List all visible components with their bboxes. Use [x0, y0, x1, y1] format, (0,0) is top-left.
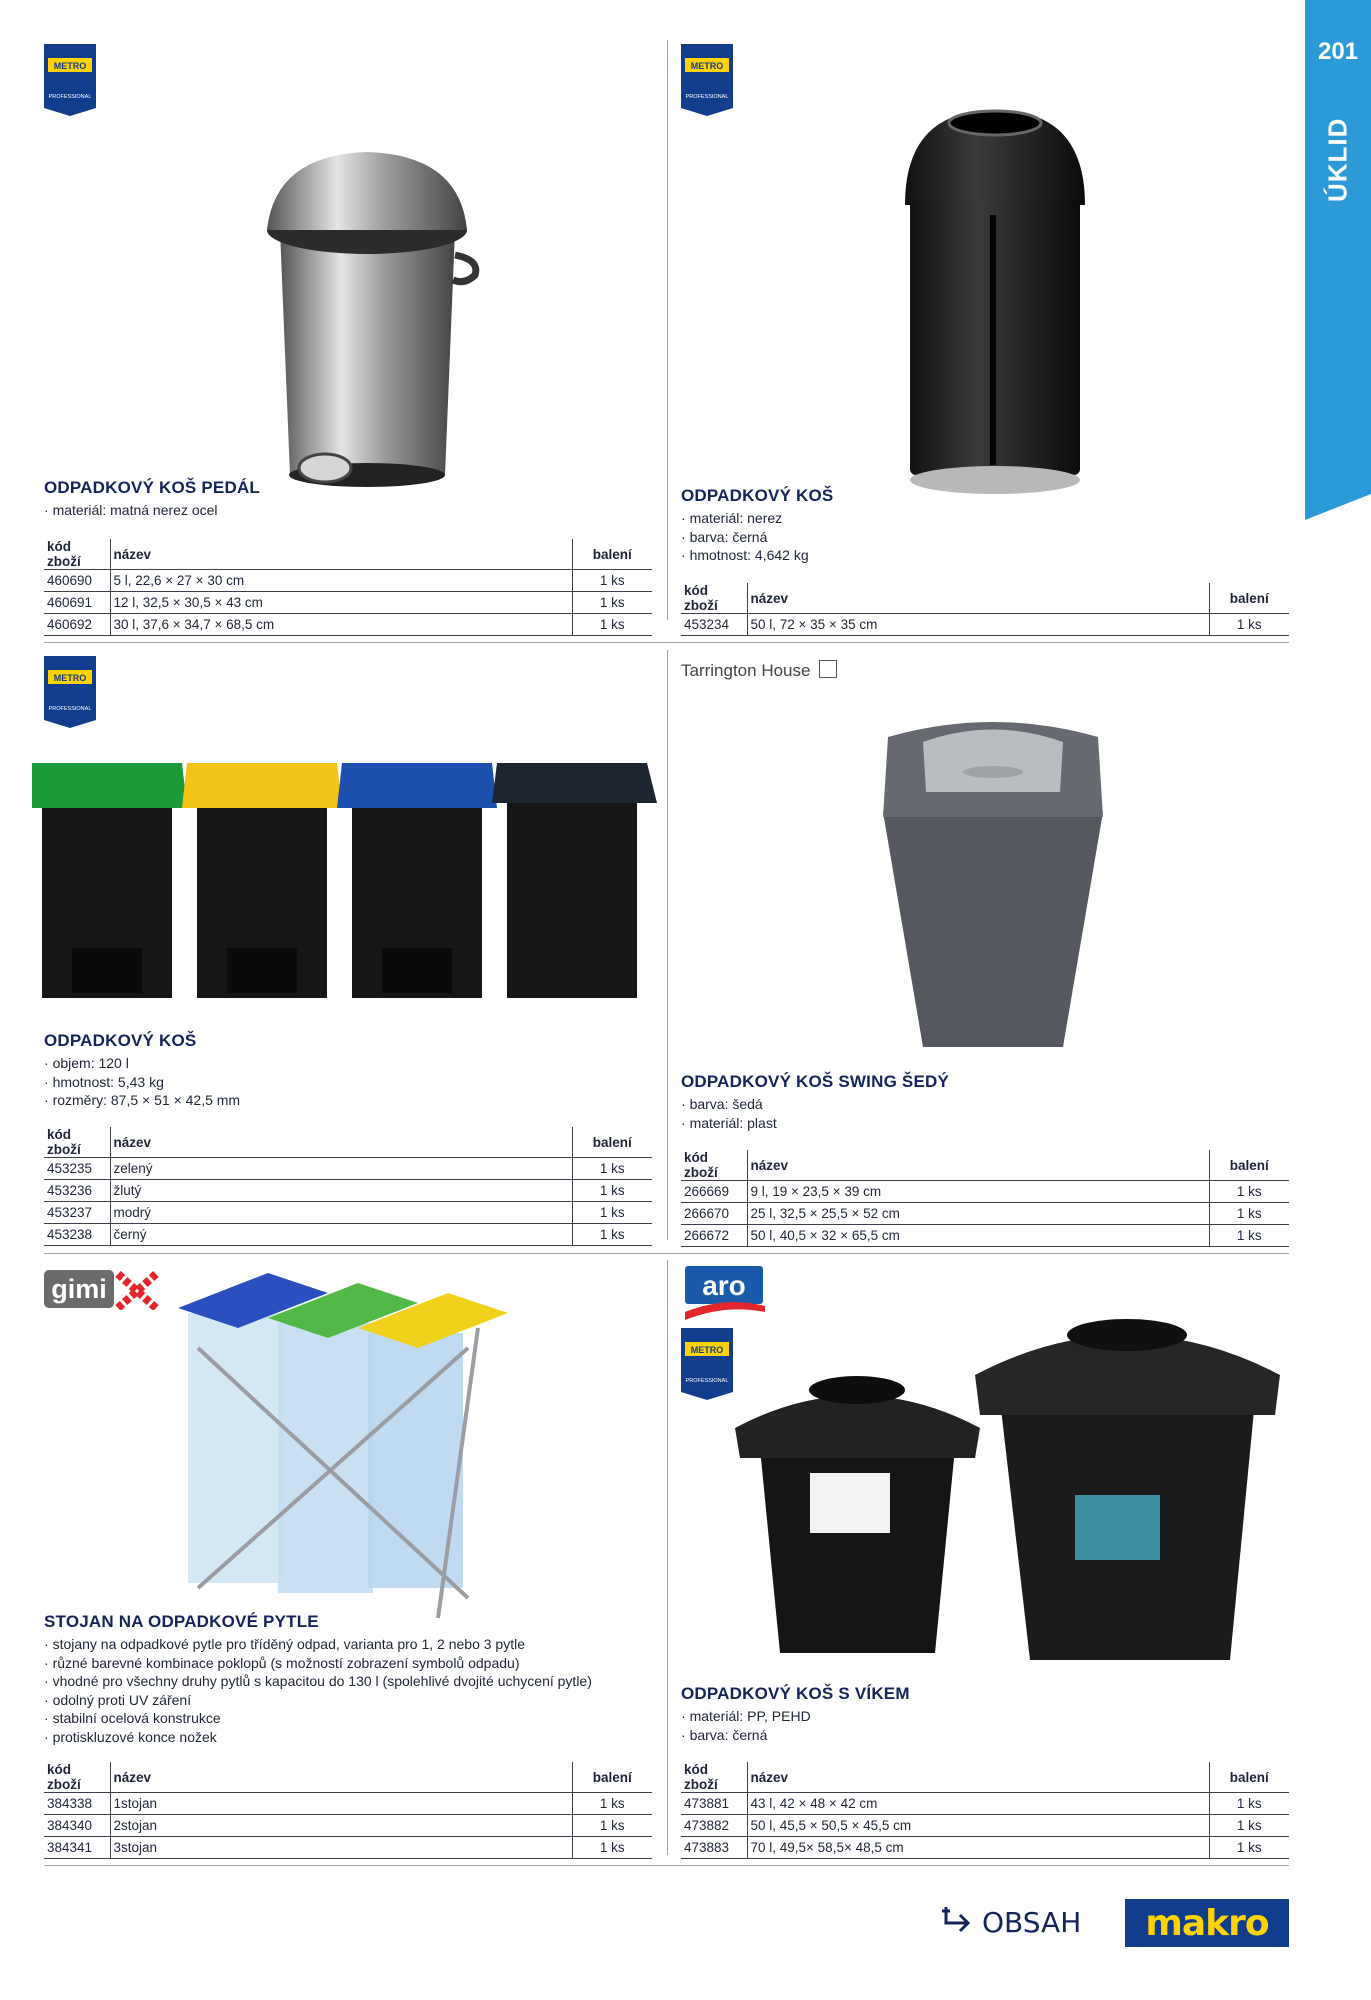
metro-professional-badge: [44, 656, 96, 728]
row-name: 50 l, 72 × 35 × 35 cm: [747, 614, 1209, 636]
table-row: [681, 1793, 1289, 1815]
dome-bin-image: [895, 105, 1095, 500]
feature-item: · protiskluzové konce nožek: [44, 1728, 664, 1747]
row-pack: 1 ks: [1209, 1815, 1289, 1837]
table-row: [44, 1815, 652, 1837]
col-pack-header: balení: [1209, 1762, 1289, 1793]
feature-list: [681, 1707, 1291, 1744]
row-code: 266669: [681, 1181, 747, 1203]
col-name-header: název: [747, 583, 1209, 614]
col-code-header: kód zboží: [681, 583, 747, 614]
table-header-row: [681, 1762, 1289, 1793]
product-lidded-bin: [681, 1684, 1291, 1744]
row-pack: 1 ks: [572, 570, 652, 592]
spec-table: [44, 539, 652, 636]
row-divider-3: [44, 1865, 1289, 1866]
col-name-header: název: [110, 1127, 572, 1158]
feature-item: · vhodné pro všechny druhy pytlů s kapacitou do 130 l (spolehlivé dvojité uchycení pytle): [44, 1672, 664, 1691]
row-name: 50 l, 45,5 × 50,5 × 45,5 cm: [747, 1815, 1209, 1837]
product-title: ODPADKOVÝ KOŠ: [44, 1031, 197, 1050]
spec-table: [681, 1150, 1289, 1247]
badge-brand: METRO: [53, 673, 87, 683]
row-name: 25 l, 32,5 × 25,5 × 52 cm: [747, 1203, 1209, 1225]
row-code: 384338: [44, 1793, 110, 1815]
feature-item: · barva: černá: [681, 528, 1291, 547]
feature-list: [44, 1635, 664, 1746]
column-divider-1: [667, 40, 668, 620]
svg-text:gimi: gimi: [51, 1274, 107, 1304]
row-name: 9 l, 19 × 23,5 × 39 cm: [747, 1181, 1209, 1203]
table-row: [681, 1203, 1289, 1225]
col-pack-header: balení: [572, 1127, 652, 1158]
row-pack: 1 ks: [1209, 1203, 1289, 1225]
col-name-header: název: [110, 1762, 572, 1793]
feature-item: · barva: černá: [681, 1726, 1291, 1745]
return-arrow-icon: [940, 1905, 976, 1939]
product-title: STOJAN NA ODPADKOVÉ PYTLE: [44, 1612, 319, 1631]
row-code: 460692: [44, 614, 110, 636]
feature-item: · hmotnost: 4,642 kg: [681, 546, 1291, 565]
feature-item: · materiál: nerez: [681, 509, 1291, 528]
row-code: 453238: [44, 1224, 110, 1246]
row-pack: 1 ks: [572, 1202, 652, 1224]
section-side-tab: [1305, 0, 1371, 520]
house-icon: [819, 660, 837, 678]
row-pack: 1 ks: [1209, 614, 1289, 636]
row-name: 1stojan: [110, 1793, 572, 1815]
row-name: 30 l, 37,6 × 34,7 × 68,5 cm: [110, 614, 572, 636]
obsah-link[interactable]: [940, 1905, 1081, 1939]
table-header-row: [44, 1762, 652, 1793]
col-name-header: název: [110, 539, 572, 570]
row-code: 453236: [44, 1180, 110, 1202]
row-code: 384341: [44, 1837, 110, 1859]
product-swing-bin: [681, 1072, 1291, 1132]
row-code: 266672: [681, 1225, 747, 1247]
row-code: 460691: [44, 592, 110, 614]
product-dome-bin: [681, 486, 1291, 565]
feature-item: · barva: šedá: [681, 1095, 1291, 1114]
col-code-header: kód zboží: [44, 1762, 110, 1793]
badge-sub: PROFESSIONAL: [685, 94, 729, 100]
section-label: ÚKLID: [1322, 117, 1353, 203]
page-number: 201: [1317, 38, 1359, 65]
col-pack-header: balení: [572, 1762, 652, 1793]
row-pack: 1 ks: [572, 1158, 652, 1180]
product-title: ODPADKOVÝ KOŠ: [681, 486, 834, 505]
product-recycling-bin: [44, 1031, 654, 1110]
row-pack: 1 ks: [572, 1815, 652, 1837]
product-bag-stand: [44, 1612, 664, 1746]
row-code: 266670: [681, 1203, 747, 1225]
col-pack-header: balení: [1209, 1150, 1289, 1181]
row-name: 12 l, 32,5 × 30,5 × 43 cm: [110, 592, 572, 614]
badge-brand: METRO: [690, 1345, 724, 1355]
table-header-row: [681, 583, 1289, 614]
badge-sub: PROFESSIONAL: [48, 706, 92, 712]
row-code: 453234: [681, 614, 747, 636]
feature-list: [44, 1054, 654, 1110]
table-row: [681, 614, 1289, 636]
col-pack-header: balení: [572, 539, 652, 570]
row-code: 473883: [681, 1837, 747, 1859]
row-name: 70 l, 49,5× 58,5× 48,5 cm: [747, 1837, 1209, 1859]
row-pack: 1 ks: [1209, 1225, 1289, 1247]
feature-item: · stojany na odpadkové pytle pro tříděný odpad, varianta pro 1, 2 nebo 3 pytle: [44, 1635, 664, 1654]
table-header-row: [681, 1150, 1289, 1181]
row-code: 460690: [44, 570, 110, 592]
table-row: [681, 1225, 1289, 1247]
table-row: [44, 592, 652, 614]
row-pack: 1 ks: [572, 592, 652, 614]
bag-stand-image: [178, 1268, 538, 1628]
table-row: [681, 1837, 1289, 1859]
row-code: 473881: [681, 1793, 747, 1815]
col-code-header: kód zboží: [681, 1150, 747, 1181]
row-name: 50 l, 40,5 × 32 × 65,5 cm: [747, 1225, 1209, 1247]
badge-sub: PROFESSIONAL: [48, 94, 92, 100]
table-row: [44, 1837, 652, 1859]
feature-item: · různé barevné kombinace poklopů (s možností zobrazení symbolů odpadu): [44, 1654, 664, 1673]
table-row: [44, 614, 652, 636]
spec-table: [681, 1762, 1289, 1859]
feature-item: · hmotnost: 5,43 kg: [44, 1073, 654, 1092]
feature-list: [681, 1095, 1291, 1132]
row-divider-2: [44, 1253, 1289, 1254]
lidded-bin-large-image: [975, 1305, 1280, 1665]
row-code: 453235: [44, 1158, 110, 1180]
row-name: modrý: [110, 1202, 572, 1224]
feature-item: · materiál: PP, PEHD: [681, 1707, 1291, 1726]
badge-brand: METRO: [53, 61, 87, 71]
table-row: [44, 1202, 652, 1224]
table-row: [44, 1793, 652, 1815]
feature-item: · materiál: matná nerez ocel: [44, 501, 654, 520]
lidded-bin-small-image: [735, 1368, 980, 1663]
product-pedal-bin: [44, 478, 654, 520]
gimi-logo: [44, 1268, 160, 1310]
makro-logo: makro: [1125, 1899, 1289, 1947]
row-name: 5 l, 22,6 × 27 × 30 cm: [110, 570, 572, 592]
feature-item: · rozměry: 87,5 × 51 × 42,5 mm: [44, 1091, 654, 1110]
product-title: ODPADKOVÝ KOŠ S VÍKEM: [681, 1684, 910, 1703]
row-pack: 1 ks: [1209, 1837, 1289, 1859]
aro-logo: [683, 1266, 767, 1322]
table-header-row: [44, 1127, 652, 1158]
table-row: [44, 1180, 652, 1202]
row-pack: 1 ks: [572, 1793, 652, 1815]
col-name-header: název: [747, 1150, 1209, 1181]
col-code-header: kód zboží: [44, 1127, 110, 1158]
feature-item: · stabilní ocelová konstrukce: [44, 1709, 664, 1728]
row-pack: 1 ks: [572, 1180, 652, 1202]
row-name: zelený: [110, 1158, 572, 1180]
column-divider-2: [667, 650, 668, 1240]
badge-sub: PROFESSIONAL: [685, 1378, 729, 1384]
row-code: 473882: [681, 1815, 747, 1837]
product-title: ODPADKOVÝ KOŠ PEDÁL: [44, 478, 261, 497]
row-pack: 1 ks: [1209, 1181, 1289, 1203]
row-pack: 1 ks: [572, 1224, 652, 1246]
metro-professional-badge: [681, 44, 733, 116]
row-name: žlutý: [110, 1180, 572, 1202]
row-code: 453237: [44, 1202, 110, 1224]
recycling-bins-image: [32, 748, 658, 1010]
row-code: 384340: [44, 1815, 110, 1837]
row-pack: 1 ks: [572, 614, 652, 636]
feature-item: · materiál: plast: [681, 1114, 1291, 1133]
feature-list: [681, 509, 1291, 565]
table-row: [681, 1181, 1289, 1203]
badge-brand: METRO: [690, 61, 724, 71]
row-pack: 1 ks: [1209, 1793, 1289, 1815]
row-divider-1: [44, 642, 1289, 643]
row-name: černý: [110, 1224, 572, 1246]
row-name: 3stojan: [110, 1837, 572, 1859]
table-row: [681, 1815, 1289, 1837]
column-divider-3: [667, 1260, 668, 1855]
tarrington-house-logo: [681, 660, 837, 681]
table-header-row: [44, 539, 652, 570]
row-name: 43 l, 42 × 48 × 42 cm: [747, 1793, 1209, 1815]
col-pack-header: balení: [1209, 583, 1289, 614]
feature-item: · odolný proti UV záření: [44, 1691, 664, 1710]
swing-bin-image: [878, 712, 1108, 1052]
feature-list: [44, 501, 654, 520]
table-row: [44, 570, 652, 592]
pedal-bin-image: [255, 150, 480, 495]
feature-item: · objem: 120 l: [44, 1054, 654, 1073]
col-code-header: kód zboží: [44, 539, 110, 570]
spec-table: [44, 1127, 652, 1246]
spec-table: [681, 583, 1289, 636]
metro-professional-badge: [681, 1328, 733, 1400]
table-row: [44, 1224, 652, 1246]
tarrington-text: Tarrington House: [681, 661, 811, 680]
svg-text:aro: aro: [702, 1270, 746, 1301]
spec-table: [44, 1762, 652, 1859]
col-name-header: název: [747, 1762, 1209, 1793]
obsah-label: OBSAH: [982, 1905, 1082, 1939]
row-name: 2stojan: [110, 1815, 572, 1837]
metro-professional-badge: [44, 44, 96, 116]
col-code-header: kód zboží: [681, 1762, 747, 1793]
row-pack: 1 ks: [572, 1837, 652, 1859]
product-title: ODPADKOVÝ KOŠ SWING ŠEDÝ: [681, 1072, 950, 1091]
table-row: [44, 1158, 652, 1180]
